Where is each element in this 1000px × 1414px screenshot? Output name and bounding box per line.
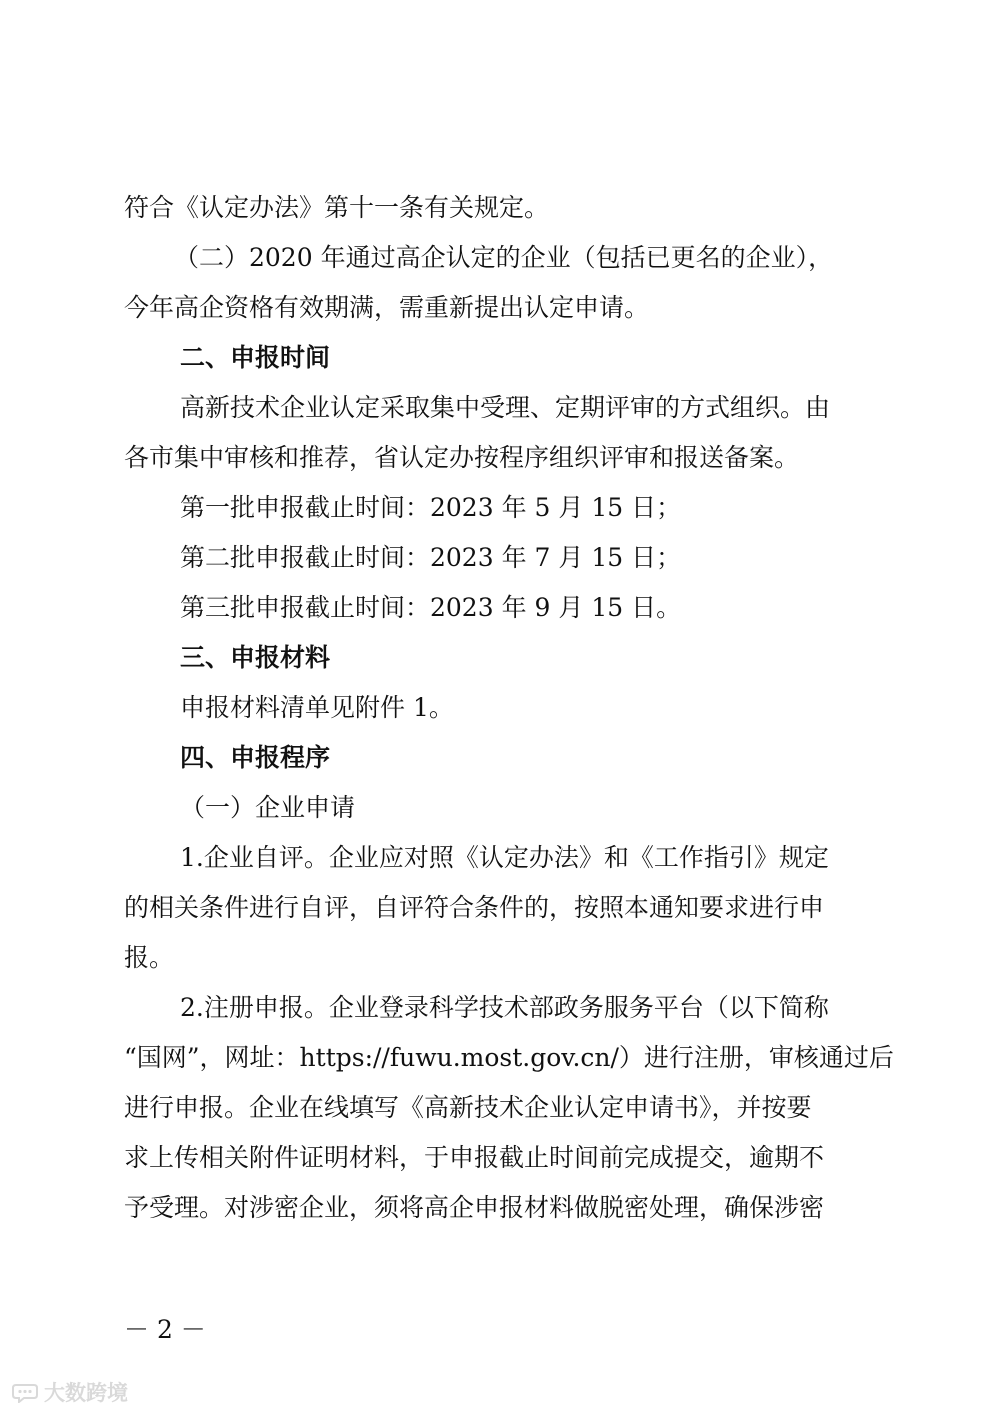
body-line: 申报材料清单见附件 1。 bbox=[180, 693, 454, 722]
subsection-heading: （一）企业申请 bbox=[180, 793, 356, 822]
body-line: 1.企业自评。企业应对照《认定办法》和《工作指引》规定 bbox=[180, 843, 829, 872]
watermark bbox=[12, 1376, 128, 1408]
deadline-line: 第二批申报截止时间：2023 年 7 月 15 日； bbox=[180, 543, 682, 572]
body-line: 符合《认定办法》第十一条有关规定。 bbox=[124, 193, 550, 222]
watermark-text: 大数跨境 bbox=[44, 1381, 128, 1405]
body-line: 的相关条件进行自评，自评符合条件的，按照本通知要求进行申 bbox=[124, 893, 825, 922]
body-line: 2.注册申报。企业登录科学技术部政务服务平台（以下简称 bbox=[180, 993, 829, 1022]
body-line: 予受理。对涉密企业，须将高企申报材料做脱密处理，确保涉密 bbox=[124, 1193, 825, 1222]
body-line: “国网”，网址：https://fuwu.most.gov.cn/）进行注册，审核通过后 bbox=[124, 1043, 894, 1072]
section-heading: 三、申报材料 bbox=[180, 643, 331, 672]
body-line: 各市集中审核和推荐，省认定办按程序组织评审和报送备案。 bbox=[124, 443, 800, 472]
chat-bubble-icon bbox=[12, 1381, 40, 1403]
body-line: （二）2020 年通过高企认定的企业（包括已更名的企业）， bbox=[174, 243, 834, 272]
section-heading: 二、申报时间 bbox=[180, 343, 331, 372]
page-number: － 2 － bbox=[124, 1315, 206, 1344]
section-heading: 四、申报程序 bbox=[180, 743, 331, 772]
body-line: 进行申报。企业在线填写《高新技术企业认定申请书》，并按要 bbox=[124, 1093, 812, 1122]
deadline-line: 第一批申报截止时间：2023 年 5 月 15 日； bbox=[180, 493, 682, 522]
body-line: 求上传相关附件证明材料，于申报截止时间前完成提交，逾期不 bbox=[124, 1143, 825, 1172]
body-line: 高新技术企业认定采取集中受理、定期评审的方式组织。由 bbox=[180, 393, 831, 422]
body-line: 报。 bbox=[124, 943, 175, 972]
deadline-line: 第三批申报截止时间：2023 年 9 月 15 日。 bbox=[180, 593, 682, 622]
body-line: 今年高企资格有效期满，需重新提出认定申请。 bbox=[124, 293, 650, 322]
